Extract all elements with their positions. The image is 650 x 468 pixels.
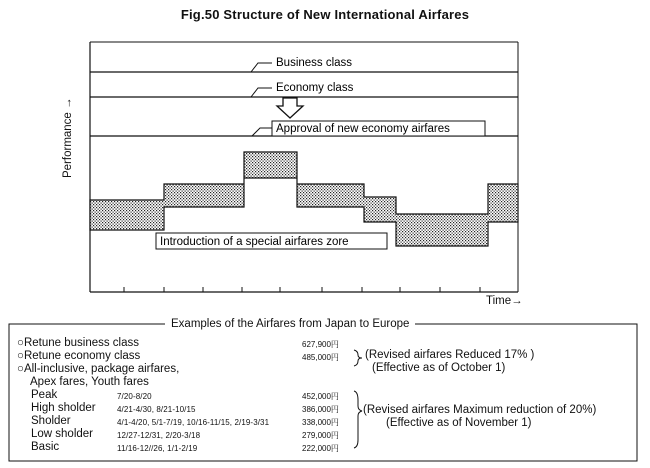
row-package: ○All-inclusive, package airfares, — [17, 363, 180, 375]
x-ticks — [124, 287, 480, 292]
season-price-basic: 222,000円 — [302, 444, 339, 453]
economy-leader — [251, 88, 272, 97]
economy-class-label: Economy class — [276, 82, 354, 94]
season-name-peak: Peak — [31, 389, 58, 401]
business-class-label: Business class — [276, 57, 353, 69]
season-dates-sholder: 4/1-4/20, 5/1-7/19, 10/16-11/15, 2/19-3/31 — [117, 418, 270, 427]
economy-note-line1: (Revised airfares Reduced 17% ) — [365, 349, 535, 361]
season-dates-basic: 11/16-12//26, 1/1-2/19 — [117, 444, 198, 453]
season-name-high: High sholder — [31, 402, 96, 414]
approval-label: Approval of new economy airfares — [276, 123, 450, 135]
package-note-line2: (Effective as of November 1) — [386, 417, 532, 429]
package-note-line1: (Revised airfares Maximum reduction of 20%) — [363, 404, 597, 416]
business-leader — [251, 63, 272, 72]
season-price-low: 279,000円 — [302, 431, 339, 440]
season-price-sholder: 338,000円 — [302, 418, 339, 427]
season-name-basic: Basic — [31, 441, 60, 453]
x-axis-label: Time→ — [486, 295, 523, 307]
special-airfare-zone-band — [90, 152, 518, 246]
price-business: 627,900円 — [302, 340, 339, 349]
season-name-sholder: Sholder — [31, 415, 71, 427]
season-dates-high: 4/21-4/30, 8/21-10/15 — [117, 405, 196, 414]
season-dates-peak: 7/20-8/20 — [117, 392, 152, 401]
special-zone-label: Introduction of a special airfares zore — [160, 236, 349, 248]
figure-title: Fig.50 Structure of New International Airfares — [180, 7, 470, 22]
approval-leader — [252, 128, 272, 136]
price-economy: 485,000円 — [302, 353, 339, 362]
economy-note-line2: (Effective as of October 1) — [372, 362, 506, 374]
table-title: Examples of the Airfares from Japan to Europe — [165, 318, 415, 330]
row-business: ○Retune business class — [17, 337, 140, 349]
season-price-peak: 452,000円 — [302, 392, 339, 401]
season-price-high: 386,000円 — [302, 405, 339, 414]
season-dates-low: 12/27-12/31, 2/20-3/18 — [117, 431, 201, 440]
row-economy: ○Retune economy class — [17, 350, 141, 362]
season-name-low: Low sholder — [31, 428, 94, 440]
economy-brace — [354, 350, 362, 366]
down-arrow-icon — [277, 98, 303, 118]
package-brace — [354, 391, 362, 448]
row-apex: Apex fares, Youth fares — [30, 376, 149, 388]
y-axis-label: Performance → — [62, 97, 74, 178]
